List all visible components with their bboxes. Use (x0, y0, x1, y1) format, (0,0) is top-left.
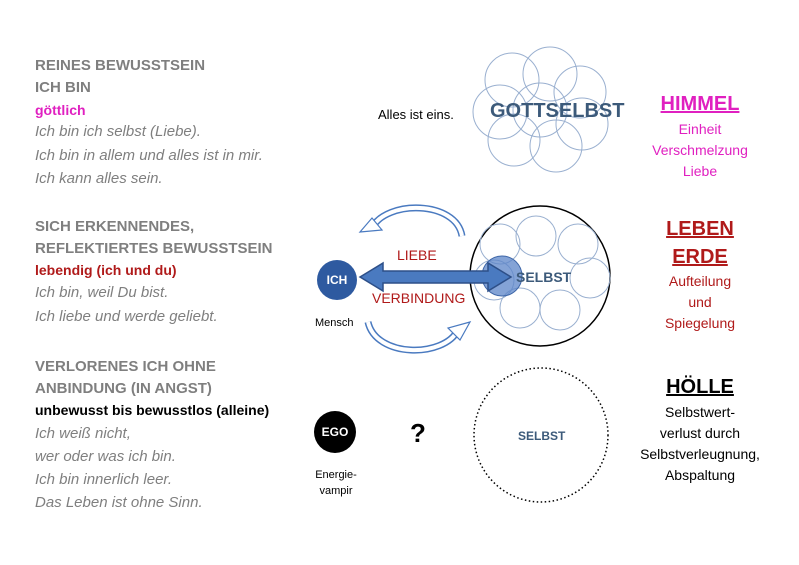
leben-erde-block (630, 215, 770, 334)
italic-line: Ich bin ich selbst (Liebe). (35, 123, 201, 140)
ich-label: ICH (326, 273, 348, 287)
italic-line: Ich bin innerlich leer. (35, 471, 173, 488)
heading-line: VERLORENES ICH OHNE (35, 358, 216, 375)
heading-line: ANBINDUNG (IN ANGST) (35, 380, 212, 397)
subheading: göttlich (35, 102, 86, 118)
himmel-line: Verschmelzung (652, 142, 748, 158)
heading-line: REFLEKTIERTES BEWUSSTSEIN (35, 240, 273, 257)
liebe-label: LIEBE (397, 247, 437, 263)
hoelle-line: Selbstwert- (664, 404, 736, 420)
selbst-lost-label: SELBST (518, 429, 566, 443)
selbst-label: SELBST (516, 269, 572, 285)
himmel-line: Einheit (678, 121, 722, 137)
italic-line: Ich bin in allem und alles ist in mir. (35, 147, 263, 164)
gottselbst-label: GOTTSELBST (490, 100, 625, 122)
hoelle-title: HÖLLE (666, 376, 734, 398)
italic-line: Ich kann alles sein. (35, 170, 163, 187)
hoelle-line: Abspaltung (664, 467, 736, 483)
leben-line: Spiegelung (664, 315, 736, 331)
himmel-block (630, 92, 770, 182)
heading-line: REINES BEWUSSTSEIN (35, 57, 206, 74)
italic-line: Das Leben ist ohne Sinn. (35, 494, 203, 511)
erde-title: ERDE (672, 246, 728, 268)
italic-line: wer oder was ich bin. (35, 448, 176, 465)
italic-line: Ich bin, weil Du bist. (35, 284, 169, 301)
curved-arrow-top (360, 208, 462, 236)
question-mark: ? (410, 418, 426, 448)
leben-title: LEBEN (666, 218, 734, 240)
himmel-title: HIMMEL (660, 93, 740, 115)
curved-arrow-bottom (368, 322, 470, 350)
subheading: lebendig (ich und du) (35, 262, 177, 278)
leben-line: Aufteilung (668, 273, 732, 289)
heading-line: SICH ERKENNENDES, (35, 218, 195, 235)
leben-line: und (688, 294, 712, 310)
himmel-line: Liebe (682, 163, 718, 179)
vampir-line: vampir (319, 485, 353, 497)
italic-line: Ich weiß nicht, (35, 425, 131, 442)
alles-ist-eins-label: Alles ist eins. (378, 107, 454, 122)
italic-line: Ich liebe und werde geliebt. (35, 308, 218, 325)
hoelle-line: verlust durch (659, 425, 741, 441)
subheading: unbewusst bis bewusstlos (alleine) (35, 402, 270, 418)
ego-label: EGO (321, 425, 349, 439)
energie-line: Energie- (315, 469, 357, 481)
verbindung-label: VERBINDUNG (372, 290, 466, 306)
hoelle-block (625, 375, 775, 486)
hoelle-line: Selbstverleugnung, (640, 446, 760, 462)
double-arrow (360, 263, 511, 291)
mensch-label: Mensch (315, 317, 354, 329)
energievampir-label (310, 467, 362, 499)
heading-line: ICH BIN (35, 79, 91, 96)
